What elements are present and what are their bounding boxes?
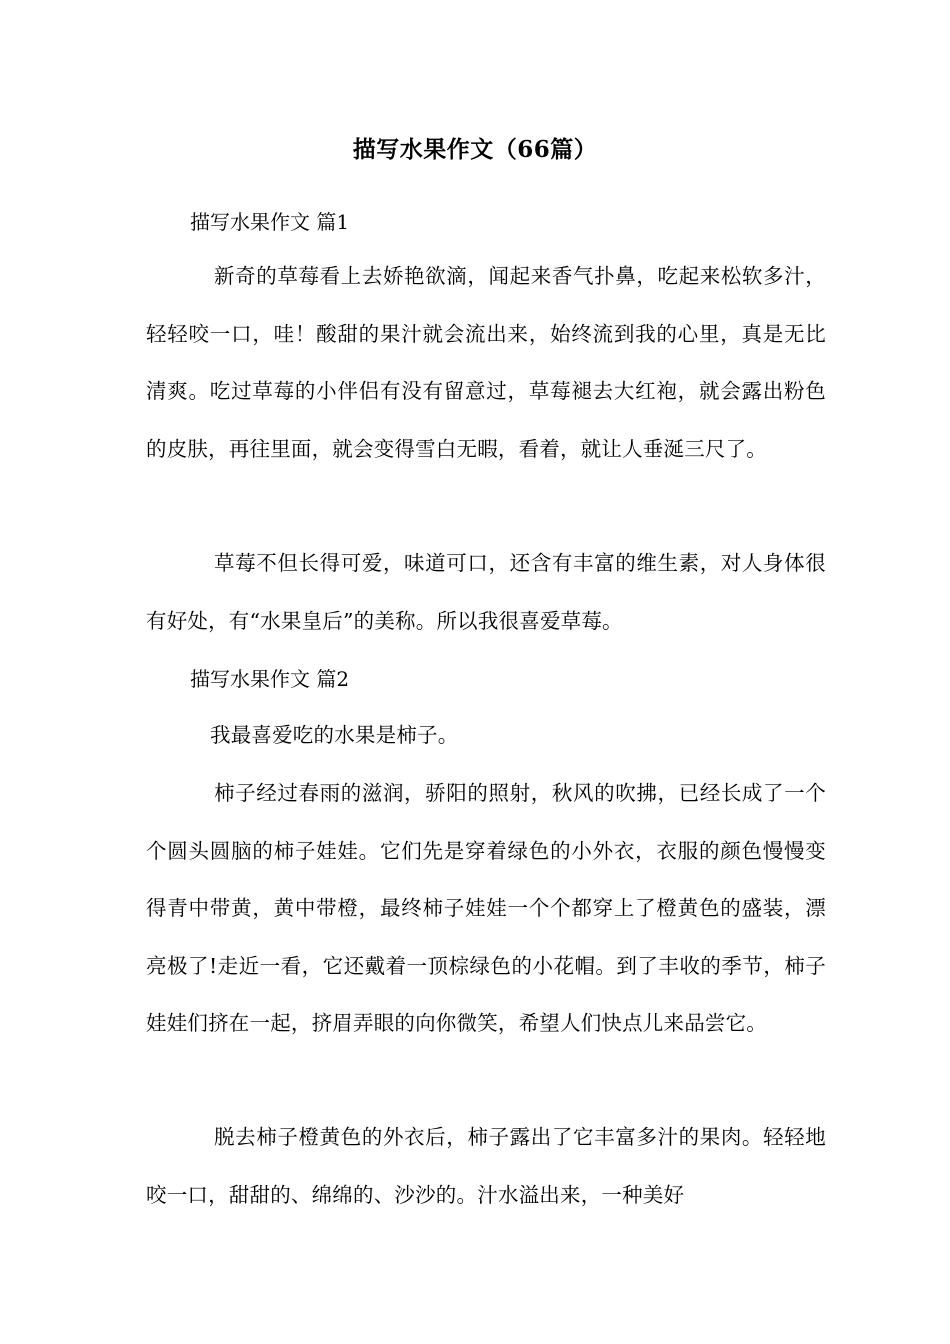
paragraph-1-2: 草莓不但长得可爱，味道可口，还含有丰富的维生素，对人身体很有好处，有“水果皇后”的美称。所以我很喜爱草莓。 (146, 551, 826, 633)
paragraph-2-2: 柿子经过春雨的滋润，骄阳的照射，秋风的吹拂，已经长成了一个个圆头圆脑的柿子娃娃。它们先是穿着绿色的小外衣，衣服的颜色慢慢变得青中带黄，黄中带橙，最终柿子娃娃一个个都穿上了橙黄色的盛装，漂亮极了!走近一看，它还戴着一顶棕绿色的小花帽。到了丰收的季节，柿子娃娃们挤在一起，挤眉弄眼的向你微笑，希望人们快点儿来品尝它。 (146, 781, 826, 1035)
paragraph-2-1: 我最喜爱吃的水果是柿子。 (210, 723, 459, 747)
paragraph-1-1: 新奇的草莓看上去娇艳欲滴，闻起来香气扑鼻，吃起来松软多汁，轻轻咬一口，哇！酸甜的果汁就会流出来，始终流到我的心里，真是无比清爽。吃过草莓的小伴侣有没有留意过，草莓褪去大红袍，就会露出粉色的皮肤，再往里面，就会变得雪白无暇，看着，就让人垂涎三尺了。 (146, 264, 826, 461)
document-title: 描写水果作文（66篇） (352, 136, 598, 163)
paragraph-2-3: 脱去柿子橙黄色的外衣后，柿子露出了它丰富多汁的果肉。轻轻地咬一口，甜甜的、绵绵的、沙沙的。汁水溢出来，一种美好 (146, 1125, 826, 1207)
section-heading-1: 描写水果作文 篇1 (190, 210, 350, 234)
section-heading-2: 描写水果作文 篇2 (190, 667, 350, 691)
